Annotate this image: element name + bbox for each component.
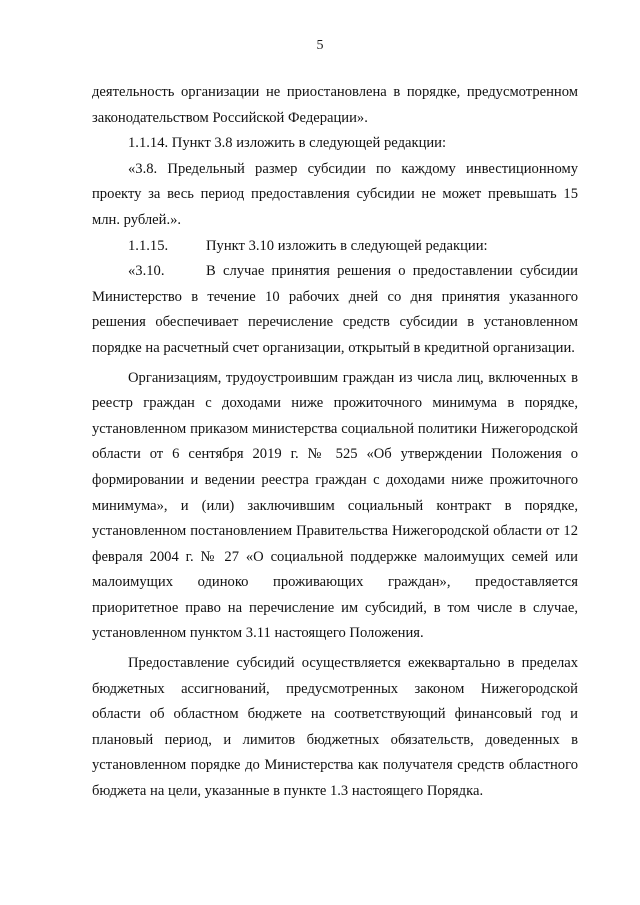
paragraph-continuation: деятельность организации не приостановлена в порядке, предусмотренном законодательством Российской Федерации». — [92, 84, 578, 126]
clause-number: 1.1.15. — [128, 237, 169, 254]
paragraph-subsidy-provision: Предоставление субсидий осуществляется ежеквартально в пределах бюджетных ассигнований, предусмотренных законом Нижегородской области об областном бюджете на соответствующий финансовый год и плановый период, и лимитов бюджетных обязательств, доведенных в установленном порядке до Министерства как получателя средств областного бюджета на цели, указанные в пункте 1.3 настоящего Порядка. — [92, 655, 578, 800]
page-number: 5 — [316, 38, 324, 53]
paragraph-3-10 — [92, 259, 578, 361]
document-body — [92, 80, 578, 805]
clause-number: «3.10. — [128, 263, 165, 280]
paragraph-1-1-14: 1.1.14. Пункт 3.8 изложить в следующей редакции: — [128, 135, 447, 152]
paragraph-priority-right: Организациям, трудоустроившим граждан из числа лиц, включенных в реестр граждан с доходами ниже прожиточного минимума в порядке, установленном приказом министерства социальной политики Нижегородской области от 6 сентября 2019 г. № 525 «Об утверждении Положения о формировании и ведении реестра граждан с доходами ниже прожиточного минимума», и (или) заключившим социальный контракт в порядке, установленном постановлением Правительства Нижегородской области от 12 февраля 2004 г. № 27 «О социальной поддержке малоимущих семей или малоимущих одиноко проживающих граждан», предоставляется приоритетное право на перечисление им субсидий, в том числе в случае, установленном пунктом 3.11 настоящего Положения. — [92, 369, 578, 642]
paragraph-3-8: «3.8. Предельный размер субсидии по каждому инвестиционному проекту за весь период предоставления субсидии не может превышать 15 млн. рублей.». — [92, 160, 578, 228]
paragraph-1-1-15 — [92, 234, 578, 260]
clause-text: В случае принятия решения о предоставлении субсидии Министерство в течение 10 рабочих дней со дня принятия указанного решения обеспечивает перечисление средств субсидии в установленном порядке на расчетный счет организации, открытый в кредитной организации. — [92, 263, 578, 356]
clause-text: Пункт 3.10 изложить в следующей редакции: — [206, 237, 488, 254]
